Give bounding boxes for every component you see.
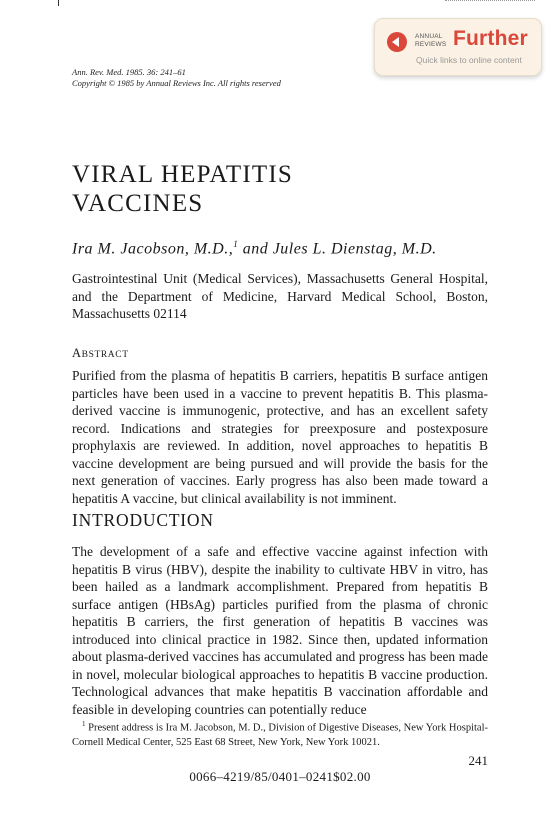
article-code: 0066–4219/85/0401–0241$02.00 xyxy=(189,769,371,784)
page-number: 241 xyxy=(468,753,488,768)
author-footnote-marker: 1 xyxy=(233,239,239,249)
abstract-heading xyxy=(72,346,129,361)
introduction-heading: INTRODUCTION xyxy=(72,510,214,530)
top-rule xyxy=(445,0,535,2)
authors xyxy=(72,239,437,258)
journal-info xyxy=(72,67,281,89)
back-arrow-icon xyxy=(387,32,407,52)
abstract-heading-rest: BSTRACT xyxy=(81,350,129,360)
article-title xyxy=(72,160,372,218)
further-badge[interactable] xyxy=(374,18,542,76)
abstract-text: Purified from the plasma of hepatitis B carriers, hepatitis B surface antigen particles have been used in a vaccine to prevent hepatitis B. This plasma-derived vaccine is immunogenic, protective, and has an excellent safety record. Indications and strategies for preexposure and postexposure prophylaxis are reviewed. In addition, novel approaches to hepatitis B vaccine development are being pursued and will provide the basis for the next generation of vaccines. Early progress has also been made toward a hepatitis A vaccine, but clinical availability is not imminent. xyxy=(72,368,488,506)
annual-reviews-logo xyxy=(415,33,446,48)
footnote-marker: 1 xyxy=(82,720,86,728)
further-subtitle: Quick links to online content xyxy=(416,55,522,65)
further-word: Further xyxy=(453,27,528,50)
title-line-1: VIRAL HEPATITIS xyxy=(72,161,294,188)
brand-line1: ANNUAL xyxy=(415,33,443,40)
author-2: and Jules L. Dienstag, M.D. xyxy=(238,240,437,258)
affiliation: Gastrointestinal Unit (Medical Services), Massachusetts General Hospital, and the Department of Medicine, Harvard Medical School, Boston, Massachusetts 02114 xyxy=(72,271,488,321)
title-line-2: VACCINES xyxy=(72,190,204,217)
introduction-text: The development of a safe and effective vaccine against infection with hepatitis B virus (HBV), despite the inability to cultivate HBV in vitro, has been hailed as a landmark accomplishment. Prepared from hepatitis B surface antigen (HBsAg) particles purified from the plasma of chronic hepatitis B carriers, the first generation of hepatitis B vaccines was introduced into clinical practice in 1982. Since then, updated information about plasma-derived vaccines has accumulated and progress has been made in novel, molecular biological approaches to hepatitis B vaccine production. Technological advances that make hepatitis B vaccination affordable and feasible in developing countries can potentially reduce xyxy=(72,544,488,717)
footnote xyxy=(72,717,488,750)
brand-line2: REVIEWS xyxy=(415,40,447,48)
author-1: Ira M. Jacobson, M.D., xyxy=(72,240,234,258)
abstract-heading-initial: A xyxy=(72,346,82,360)
copyright-line: Copyright © 1985 by Annual Reviews Inc. All rights reserved xyxy=(72,78,281,88)
crop-mark xyxy=(58,0,59,6)
journal-citation: Ann. Rev. Med. 1985. 36: 241–61 xyxy=(72,67,186,77)
footnote-text: Present address is Ira M. Jacobson, M. D., Division of Digestive Diseases, New York Hospital-Cornell Medical Center, 525 East 68 Street, New York, New York 10021. xyxy=(72,722,488,748)
